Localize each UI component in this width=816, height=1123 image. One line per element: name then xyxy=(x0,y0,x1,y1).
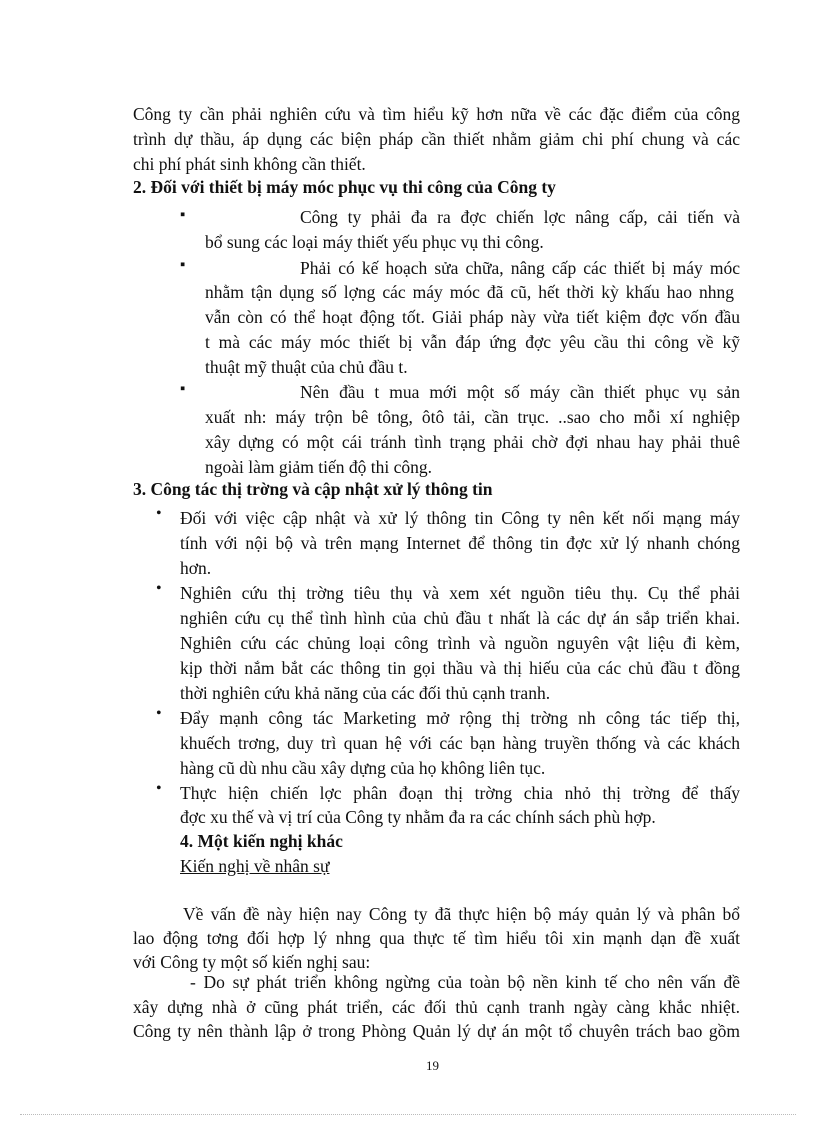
paragraph-line: Về vấn đề này hiện nay Công ty đã thực hiện bộ máy quản lý và phân bổ xyxy=(183,904,740,924)
page-bottom-rule xyxy=(20,1114,796,1115)
bullet-line: khuếch trơng, duy trì quan hệ với các bạn hàng truyền thống và các khách xyxy=(180,733,740,753)
bullet-line: bổ sung các loại máy thiết yếu phục vụ thi công. xyxy=(205,232,544,252)
bullet-line: nghiên cứu cụ thể tình hình của chủ đầu t nhất là các dự án sắp triển khai. xyxy=(180,608,740,628)
bullet-icon: ▪ xyxy=(180,381,186,397)
intro-line: Công ty cần phải nghiên cứu và tìm hiểu kỹ hơn nữa về các đặc điểm của công xyxy=(133,104,740,124)
paragraph-line: với Công ty một số kiến nghị sau: xyxy=(133,952,371,972)
bullet-line: xây dựng có một cái tránh tình trạng phải chờ đợi nhau hay phải thuê xyxy=(205,432,740,452)
paragraph-line: lao động tơng đối hợp lý nhng qua thực tế tìm hiểu tôi xin mạnh dạn đề xuất xyxy=(133,928,740,948)
bullet-line: Đẩy mạnh công tác Marketing mở rộng thị trờng nh công tác tiếp thị, xyxy=(180,708,740,728)
bullet-line: hàng cũ dù nhu cầu xây dựng của họ không liên tục. xyxy=(180,758,546,778)
bullet-line: t mà các máy móc thiết bị vẫn đáp ứng đợc yêu cầu thi công về kỹ xyxy=(205,332,740,352)
section-heading: 3. Công tác thị trờng và cập nhật xử lý thông tin xyxy=(133,479,493,499)
intro-line: trình dự thầu, áp dụng các biện pháp cần thiết nhằm giảm chi phí chung và các xyxy=(133,129,740,149)
bullet-line: Thực hiện chiến lợc phân đoạn thị trờng chia nhỏ thị trờng để thấy xyxy=(180,783,740,803)
bullet-line: Nghiên cứu thị trờng tiêu thụ và xem xét nguồn tiêu thụ. Cụ thể phải xyxy=(180,583,740,603)
paragraph-line: xây dựng nhà ở cũng phát triển, các đối thủ cạnh tranh ngày càng khắc nhiệt. xyxy=(133,997,740,1017)
bullet-icon: • xyxy=(156,580,162,597)
bullet-line: tính với nội bộ và trên mạng Internet để thông tin đợc xử lý nhanh chóng xyxy=(180,533,740,553)
intro-line: chi phí phát sinh không cần thiết. xyxy=(133,154,366,174)
section-heading: 2. Đối với thiết bị máy móc phục vụ thi công của Công ty xyxy=(133,177,556,197)
section-heading: 4. Một kiến nghị khác xyxy=(180,831,343,851)
bullet-line: Phải có kế hoạch sửa chữa, nâng cấp các thiết bị máy móc xyxy=(300,258,740,278)
bullet-line: thời nghiên cứu khả năng của các đối thủ cạnh tranh. xyxy=(180,683,551,703)
bullet-line: Nên đầu t mua mới một số máy cần thiết phục vụ sản xyxy=(300,382,740,402)
bullet-line: Nghiên cứu các chủng loại công trình và nguồn nguyên vật liệu đi kèm, xyxy=(180,633,740,653)
bullet-icon: • xyxy=(156,780,162,797)
subheading: Kiến nghị về nhân sự xyxy=(180,856,330,876)
bullet-line: ngoài làm giảm tiến độ thi công. xyxy=(205,457,432,477)
bullet-icon: ▪ xyxy=(180,207,186,223)
bullet-line: nhằm tận dụng số lợng các máy móc đã cũ, hết thời kỳ khấu hao nhng xyxy=(205,282,734,302)
bullet-line: đợc xu thế và vị trí của Công ty nhằm đa ra các chính sách phù hợp. xyxy=(180,807,656,827)
bullet-line: thuật mỹ thuật của chủ đầu t. xyxy=(205,357,408,377)
paragraph-line: Công ty nên thành lập ở trong Phòng Quản lý dự án một tổ chuyên trách bao gồm xyxy=(133,1021,740,1041)
bullet-line: kịp thời nắm bắt các thông tin gọi thầu và thị hiếu của các chủ đầu t đồng xyxy=(180,658,740,678)
bullet-line: vẫn còn có thể hoạt động tốt. Giải pháp này vừa tiết kiệm đợc vốn đầu xyxy=(205,307,740,327)
page-number: 19 xyxy=(426,1058,439,1073)
bullet-line: Đối với việc cập nhật và xử lý thông tin Công ty nên kết nối mạng máy xyxy=(180,508,740,528)
bullet-icon: • xyxy=(156,705,162,722)
bullet-line: xuất nh: máy trộn bê tông, ôtô tải, cần trục. ..sao cho mỗi xí nghiệp xyxy=(205,407,740,427)
bullet-line: hơn. xyxy=(180,558,212,578)
bullet-line: Công ty phải đa ra đợc chiến lợc nâng cấp, cải tiến và xyxy=(300,207,740,227)
bullet-icon: ▪ xyxy=(180,257,186,273)
bullet-icon: • xyxy=(156,505,162,522)
paragraph-line: - Do sự phát triển không ngừng của toàn bộ nền kinh tế cho nên vấn đề xyxy=(190,972,740,992)
